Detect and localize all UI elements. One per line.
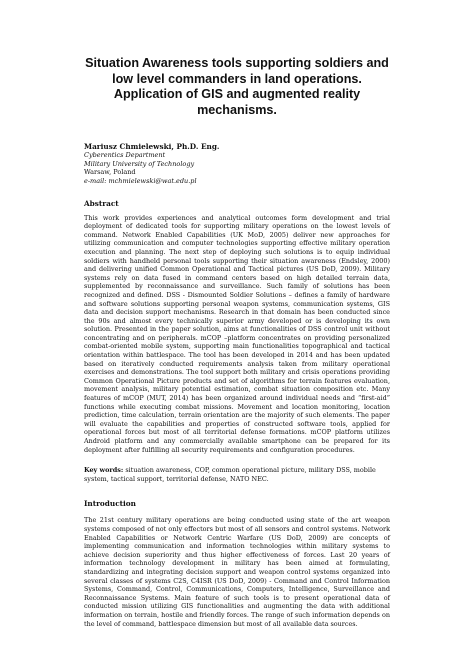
keywords-text: situation awareness, COP, common operational picture, military DSS, mobile system, tactical support, territorial defense, NATO NEC. <box>84 466 376 483</box>
abstract-heading: Abstract <box>84 198 119 208</box>
author-institution: Military University of Technology <box>84 159 195 168</box>
abstract-text: This work provides experiences and analytical outcomes form development and trial deployment of dedicated tools for supporting military operations on the lowest levels of command. Network Enabled Capabilities (UK MoD, 2005) deliver new approaches for utilizing communication and computer technologies supporting effective military operation execution and planning. The next step of deploying such solutions is to equip individual soldiers with handheld personal tools supporting their situation awareness (Endsley, 2000) and delivering unified Common Operational and Tactical pictures (US DoD, 2009). Military systems rely on data fused in command centers based on high detailed terrain data, supplemented by reconnaissance and surveillance. Such family of solutions has been recognized and defined. DSS - Dismounted Soldier Solutions – defines a family of hardware and software solutions supporting personal weapon systems, communication systems, GIS data and decision support mechanisms. Research in that domain has been conducted since the 90s and almost every technically superior army developed or is developing its own solution. Presented in the paper solution, aims at functionalities of DSS control unit without concentrating and on peripherals. mCOP –platform concentrates on providing personalized combat-oriented mobile system, supporting main functionalities topographical and tactical orientation within battlespace. The tool has been developed in 2014 and has been updated based on iteratively conducted requirements analysis taken from military operational exercises and demonstrations. The tool support both military and crisis operations providing Common Operational Picture products and set of algorithms for terrain features evaluation, movement analysis, military potential estimation, combat situation composition etc. Many features of mCOP (MUT, 2014) has been organized around individual needs and “first-aid” functions while executing combat missions. Movement and location monitoring, location prediction, time calculation, terrain orientation are the majority of such elements. The paper will evaluate the capabilities and properties of constructed software tools, applied for operational forces but most of all territorial defense formations. mCOP platform utilizes Android platform and any commercially available smartphone can be prepared for its deployment after fulfilling all security requirements and configuration procedures. <box>84 213 390 454</box>
introduction-heading: Introduction <box>84 499 136 509</box>
introduction-text: The 21st century military operations are being conducted using state of the art weapon systems composed of not only effectors but most of all sensors and control systems. Network Enabled Capabilities or Network Centric Warfare (US DoD, 2009) are concepts of implementing communication and information technologies within military systems to achieve decision superiority and thus higher effectiveness of forces. Last 20 years of information technology development in military has been aimed at formulating, standardizing and integrating decision support and weapon control systems organized into several classes of systems C2S, C4ISR (US DoD, 2009) - Command and Control Information Systems, Command, Control, Communications, Computers, Intelligence, Surveillance and Reconnaissance Systems. Main feature of such tools is to present operational data of conducted mission utilizing GIS functionalities and augmenting the data with additional information on terrain, hostile and friendly forces. The range of such information depends on the level of command, battlespace dimension but most of all available data sources. <box>84 516 390 628</box>
paper-title: Situation Awareness tools supporting soldiers and low level commanders in land operations. Application of GIS and augmented reality mechanisms. <box>85 56 389 117</box>
author-block <box>84 142 390 186</box>
author-email[interactable]: e-mail: mchmielewski@wat.edu.pl <box>84 176 197 185</box>
keywords <box>84 466 390 483</box>
author-department: Cyberentics Department <box>84 151 166 160</box>
author-name: Mariusz Chmielewski, Ph.D. Eng. <box>84 142 220 151</box>
keywords-label: Key words: <box>84 466 124 475</box>
author-location: Warsaw, Poland <box>84 168 136 177</box>
